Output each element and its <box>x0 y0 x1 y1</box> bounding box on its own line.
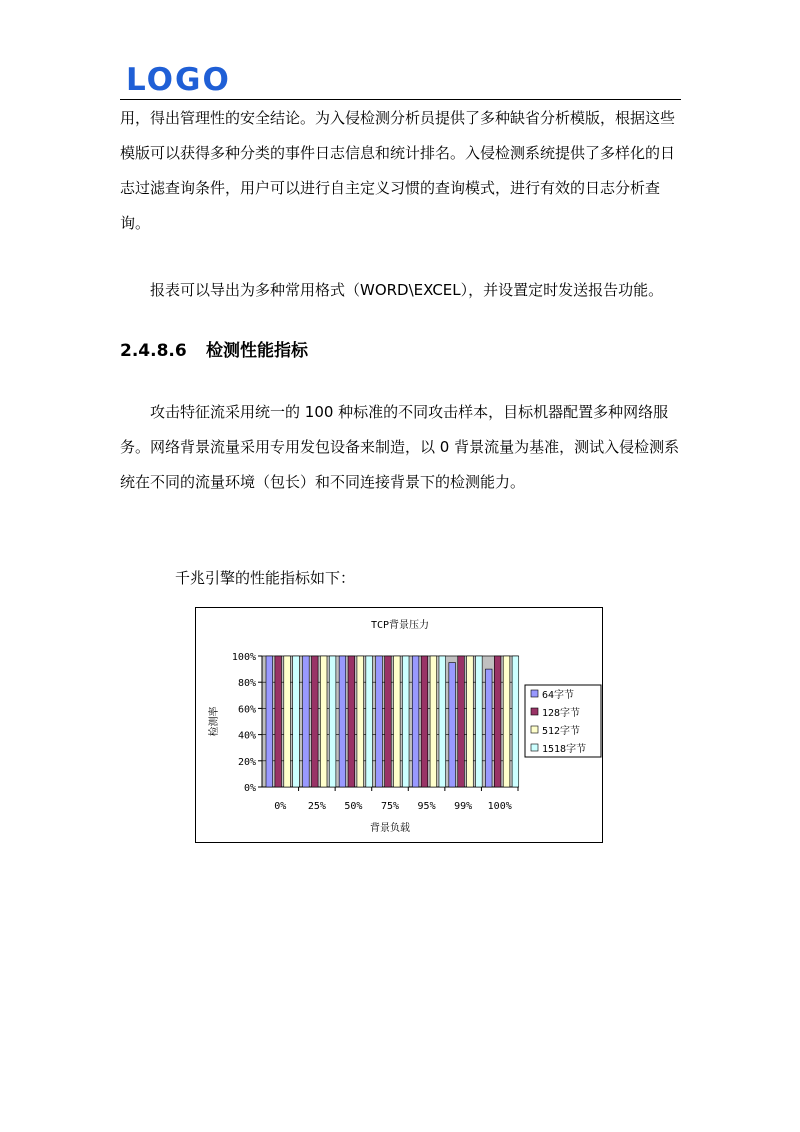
bar <box>329 656 336 787</box>
x-axis-title: 背景负载 <box>370 823 410 834</box>
bar <box>402 656 409 787</box>
x-tick-label: 25% <box>307 801 326 812</box>
legend-label: 128字节 <box>542 708 581 719</box>
paragraph-test-method: 攻击特征流采用统一的 100 种标准的不同攻击样本，目标机器配置多种网络服务。网络背景流量采用专用发包设备来制造，以 0 背景流量为基准，测试入侵检测系统在不同的流量环境（包长）和不同连接背景下的检测能力。 <box>120 403 680 491</box>
chart-container <box>195 607 603 843</box>
bar <box>266 656 273 787</box>
bar <box>412 656 419 787</box>
bar <box>275 656 282 787</box>
legend-swatch <box>531 744 538 751</box>
bar <box>476 656 483 787</box>
logo: LOGO <box>126 62 231 98</box>
x-tick-label: 99% <box>454 801 473 812</box>
x-tick-label: 50% <box>344 801 363 812</box>
bar <box>467 656 474 787</box>
x-tick-label: 100% <box>487 801 512 812</box>
bar <box>458 656 465 787</box>
y-axis-title: 检测率 <box>209 706 220 737</box>
bar <box>485 669 492 787</box>
bar <box>439 656 446 787</box>
chart-title: TCP背景压力 <box>370 620 430 631</box>
legend-label: 1518字节 <box>542 744 587 755</box>
section-number: 2.4.8.6 <box>120 341 187 361</box>
y-tick-label: 100% <box>231 652 256 663</box>
bar-chart <box>196 608 604 844</box>
bar <box>303 656 310 787</box>
legend-label: 64字节 <box>542 690 575 701</box>
y-tick-label: 20% <box>237 756 256 768</box>
bar <box>293 656 300 787</box>
bar <box>339 656 346 787</box>
legend-swatch <box>531 726 538 733</box>
bar <box>494 656 501 787</box>
y-tick-label: 40% <box>237 730 256 742</box>
header-divider <box>120 99 681 100</box>
bar <box>421 656 428 787</box>
x-tick-label: 0% <box>274 801 287 812</box>
chart-caption: 千兆引擎的性能指标如下： <box>175 569 356 587</box>
bar <box>449 663 456 787</box>
y-tick-label: 0% <box>243 783 256 794</box>
legend-swatch <box>531 708 538 715</box>
bar <box>311 656 318 787</box>
bar <box>430 656 437 787</box>
y-tick-label: 80% <box>237 678 256 690</box>
bar <box>503 656 510 787</box>
bar <box>284 656 291 787</box>
paragraph-report-export: 报表可以导出为多种常用格式（WORD\EXCEL），并设置定时发送报告功能。 <box>150 281 664 299</box>
bar <box>320 656 327 787</box>
x-tick-label: 95% <box>417 801 436 812</box>
paragraph-analysis: 用，得出管理性的安全结论。为入侵检测分析员提供了多种缺省分析模版，根据这些模版可以获得多种分类的事件日志信息和统计排名。入侵检测系统提供了多样化的日志过滤查询条件，用户可以进行自主定义习惯的查询模式，进行有效的日志分析查询。 <box>120 109 676 232</box>
section-heading <box>120 336 308 366</box>
legend-label: 512字节 <box>542 726 581 737</box>
bar <box>394 656 401 787</box>
bar <box>376 656 383 787</box>
bar <box>357 656 364 787</box>
x-tick-label: 75% <box>380 801 400 812</box>
bar <box>385 656 392 787</box>
bar <box>512 656 519 787</box>
y-tick-label: 60% <box>237 704 256 716</box>
bar <box>348 656 355 787</box>
section-title: 检测性能指标 <box>206 341 308 361</box>
bar <box>366 656 373 787</box>
legend-swatch <box>531 690 538 697</box>
